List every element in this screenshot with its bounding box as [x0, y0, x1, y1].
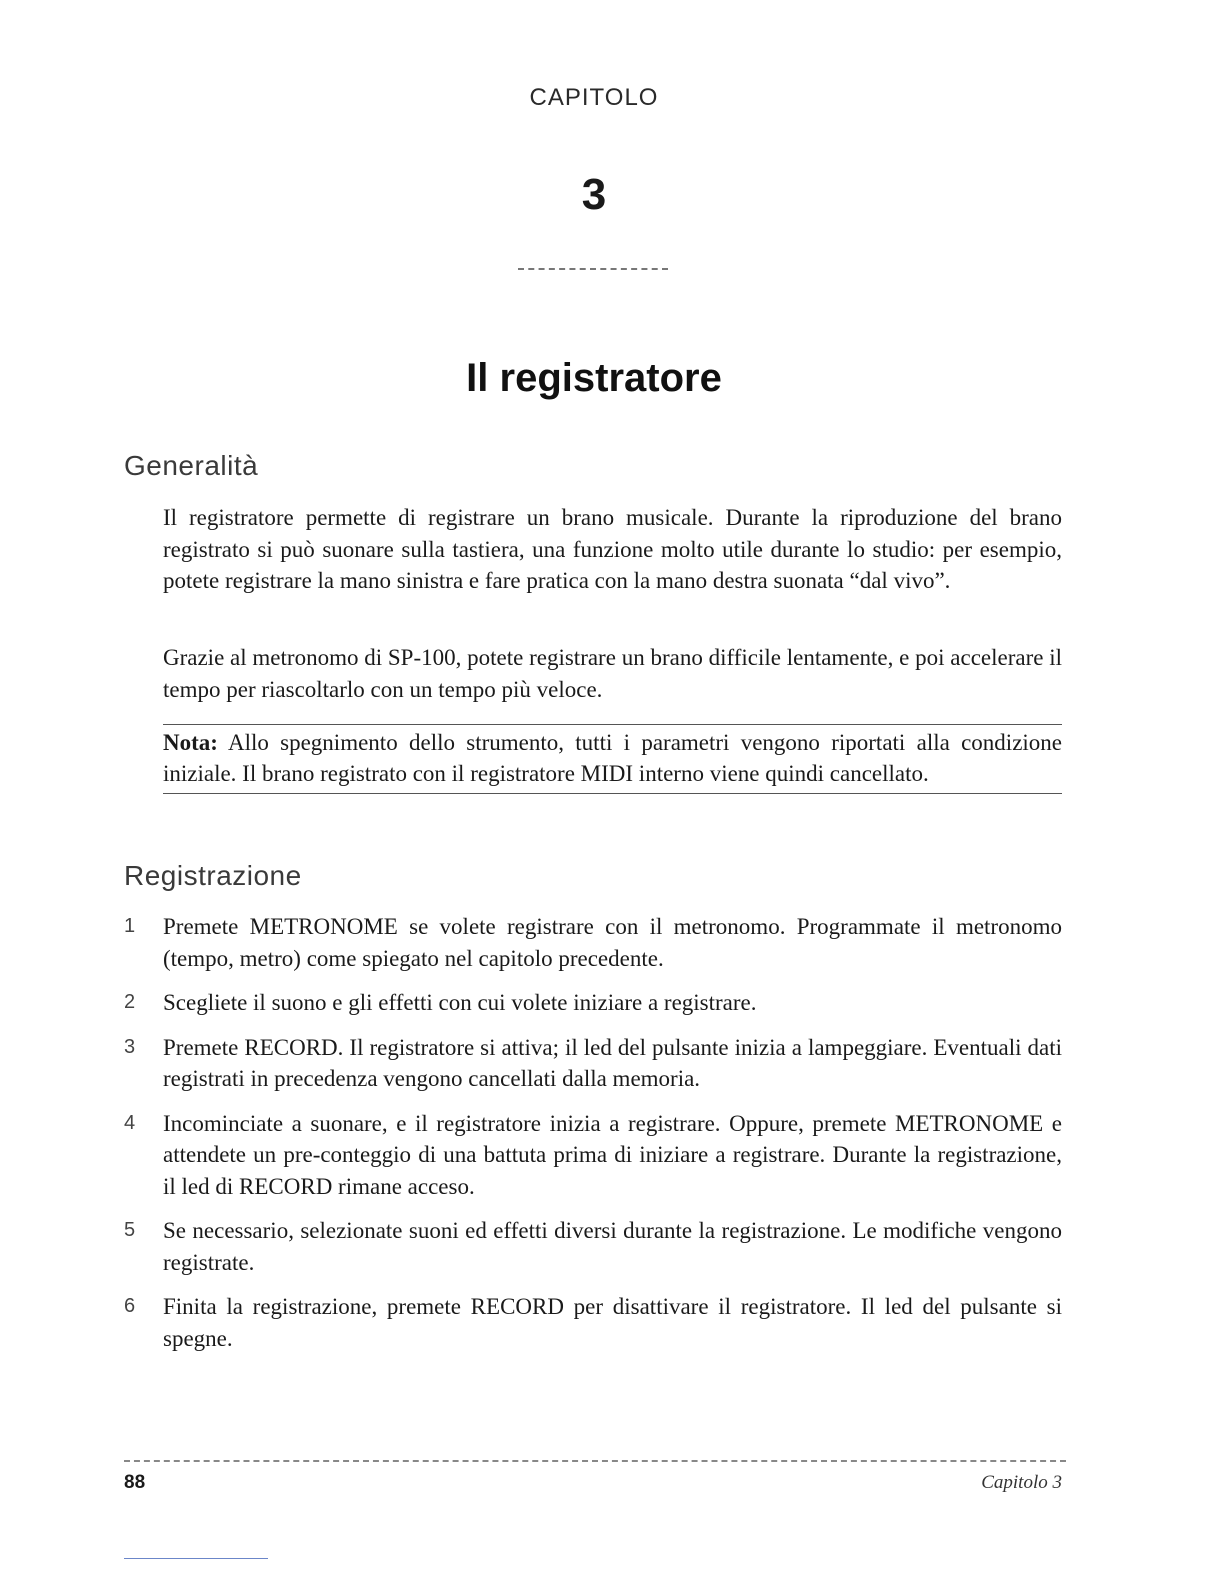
list-item [124, 1291, 1062, 1354]
step-text: Premete RECORD. Il registratore si attiva; il led del pulsante inizia a lampeggiare. Eventuali dati registrati in precedenza vengono cancellati dalla memoria. [163, 1034, 1062, 1091]
footer-divider [124, 1460, 1066, 1462]
step-number: 3 [124, 1035, 136, 1058]
running-footer: Capitolo 3 [981, 1472, 1062, 1493]
section-heading-generalita: Generalità [124, 450, 259, 481]
list-item [124, 1215, 1062, 1278]
chapter-divider [518, 268, 668, 270]
list-item [124, 1108, 1062, 1203]
step-text: Finita la registrazione, premete RECORD per disattivare il registratore. Il led del pulsante si spegne. [163, 1294, 1062, 1351]
list-item [124, 911, 1062, 974]
step-text: Se necessario, selezionate suoni ed effetti diversi durante la registrazione. Le modifiche vengono registrate. [163, 1218, 1062, 1275]
step-number: 1 [124, 915, 136, 937]
step-text: Scegliete il suono e gli effetti con cui volete iniziare a registrare. [163, 990, 757, 1015]
step-number: 5 [124, 1219, 136, 1241]
paragraph-intro: Il registratore permette di registrare un brano musicale. Durante la riproduzione del brano registrato si può suonare sulla tastiera, una funzione molto utile durante lo studio: per esempio, potete registrare la mano sinistra e fare pratica con la mano destra suonata “dal vivo”. [163, 505, 1062, 593]
paragraph-metronome: Grazie al metronomo di SP-100, potete registrare un brano difficile lentamente, e poi accelerare il tempo per riascoltarlo con un tempo più veloce. [163, 645, 1062, 702]
chapter-label: CAPITOLO [529, 84, 659, 111]
step-number: 6 [124, 1295, 136, 1317]
step-number: 4 [124, 1111, 136, 1134]
bottom-edge-line [124, 1558, 268, 1559]
list-item [124, 1032, 1062, 1095]
chapter-number: 3 [581, 170, 607, 219]
list-item [124, 987, 1062, 1019]
step-number: 2 [124, 991, 136, 1013]
step-text: Premete METRONOME se volete registrare con il metronomo. Programmate il metronomo (tempo, metro) come spiegato nel capitolo precedente. [163, 914, 1062, 971]
steps-list [124, 911, 1062, 1367]
chapter-title: Il registratore [466, 356, 722, 400]
note-label: Nota: [163, 730, 218, 755]
section-heading-registrazione: Registrazione [124, 860, 302, 891]
note-text: Allo spegnimento dello strumento, tutti i parametri vengono riportati alla condizione iniziale. Il brano registrato con il registratore MIDI interno viene quindi cancellato. [163, 730, 1063, 786]
note-box [163, 724, 1062, 794]
page-number: 88 [124, 1472, 146, 1493]
step-text: Incominciate a suonare, e il registratore inizia a registrare. Oppure, premete METRONOME e attendete un pre-conteggio di una battuta prima di iniziare a registrare. Durante la registrazione, il led di RECORD rimane acceso. [163, 1110, 1062, 1199]
